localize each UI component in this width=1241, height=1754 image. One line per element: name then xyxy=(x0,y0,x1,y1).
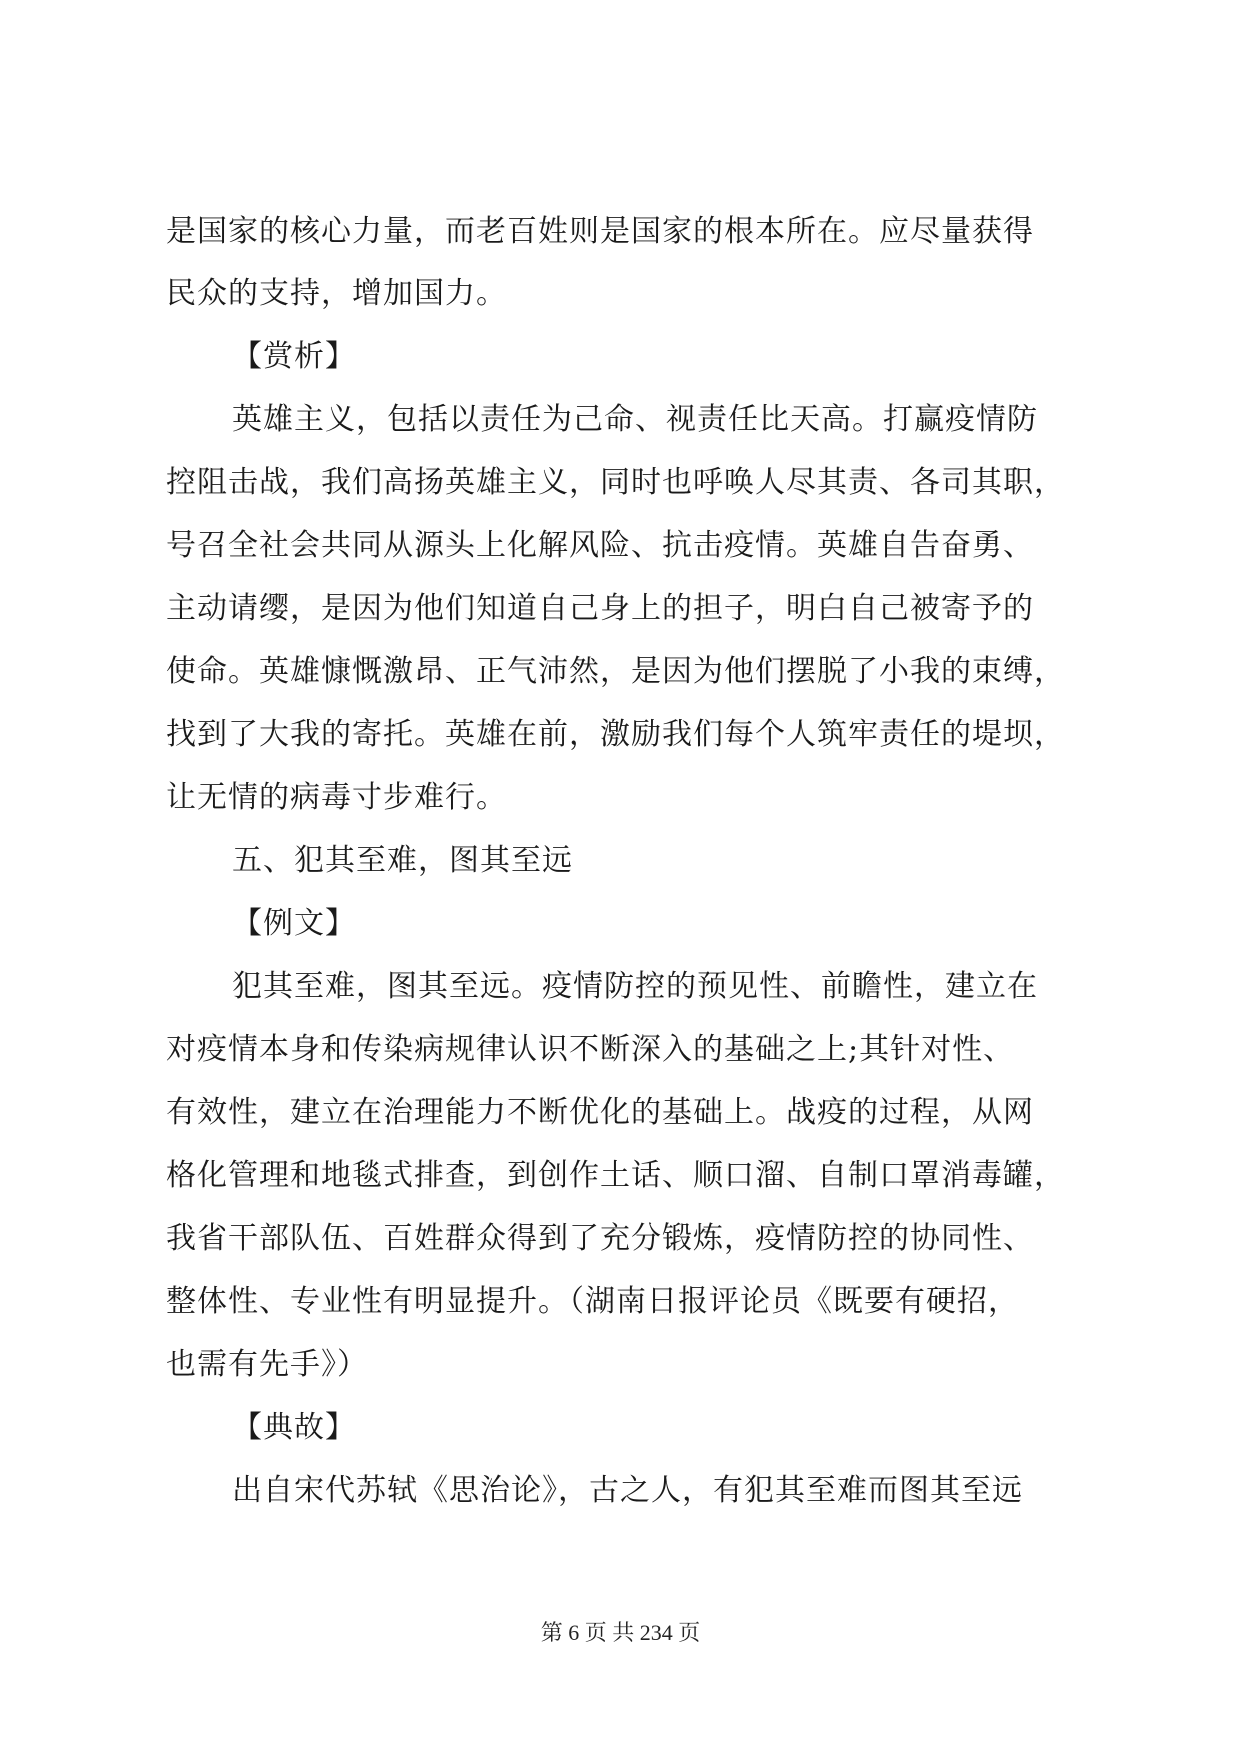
page-number-footer: 第 6 页 共 234 页 xyxy=(540,1620,701,1645)
body-text-line: 犯其至难，图其至远。疫情防控的预见性、前瞻性，建立在 xyxy=(232,969,1038,1004)
body-text-line: 让无情的病毒寸步难行。 xyxy=(166,780,507,815)
body-text-line: 对疫情本身和传染病规律认识不断深入的基础之上;其针对性、 xyxy=(166,1032,1015,1067)
body-text-line: 格化管理和地毯式排查，到创作土话、顺口溜、自制口罩消毒罐， xyxy=(166,1158,1065,1193)
body-text-line: 是国家的核心力量，而老百姓则是国家的根本所在。应尽量获得 xyxy=(166,214,1034,249)
body-text-line: 我省干部队伍、百姓群众得到了充分锻炼，疫情防控的协同性、 xyxy=(166,1221,1034,1256)
body-text-line: 也需有先手》） xyxy=(166,1347,368,1382)
body-text-line: 整体性、专业性有明显提升。（湖南日报评论员《既要有硬招， xyxy=(166,1284,1019,1319)
body-text-line: 英雄主义，包括以责任为己命、视责任比天高。打赢疫情防 xyxy=(232,402,1038,437)
body-text-line: 主动请缨，是因为他们知道自己身上的担子，明白自己被寄予的 xyxy=(166,591,1034,626)
section-heading-appreciation: 【赏析】 xyxy=(232,339,356,374)
section-heading-example: 【例文】 xyxy=(232,906,356,941)
body-text-line: 民众的支持，增加国力。 xyxy=(166,276,507,311)
section-title: 五、犯其至难，图其至远 xyxy=(232,843,573,878)
body-text-line: 有效性，建立在治理能力不断优化的基础上。战疫的过程，从网 xyxy=(166,1095,1034,1130)
section-heading-allusion: 【典故】 xyxy=(232,1410,356,1445)
body-text-line: 使命。英雄慷慨激昂、正气沛然，是因为他们摆脱了小我的束缚， xyxy=(166,654,1065,689)
body-text-line: 控阻击战，我们高扬英雄主义，同时也呼唤人尽其责、各司其职， xyxy=(166,465,1065,500)
body-text-line: 号召全社会共同从源头上化解风险、抗击疫情。英雄自告奋勇、 xyxy=(166,528,1034,563)
body-text-line: 找到了大我的寄托。英雄在前，激励我们每个人筑牢责任的堤坝， xyxy=(166,717,1065,752)
body-text-line: 出自宋代苏轼《思治论》，古之人，有犯其至难而图其至远 xyxy=(232,1473,1023,1508)
